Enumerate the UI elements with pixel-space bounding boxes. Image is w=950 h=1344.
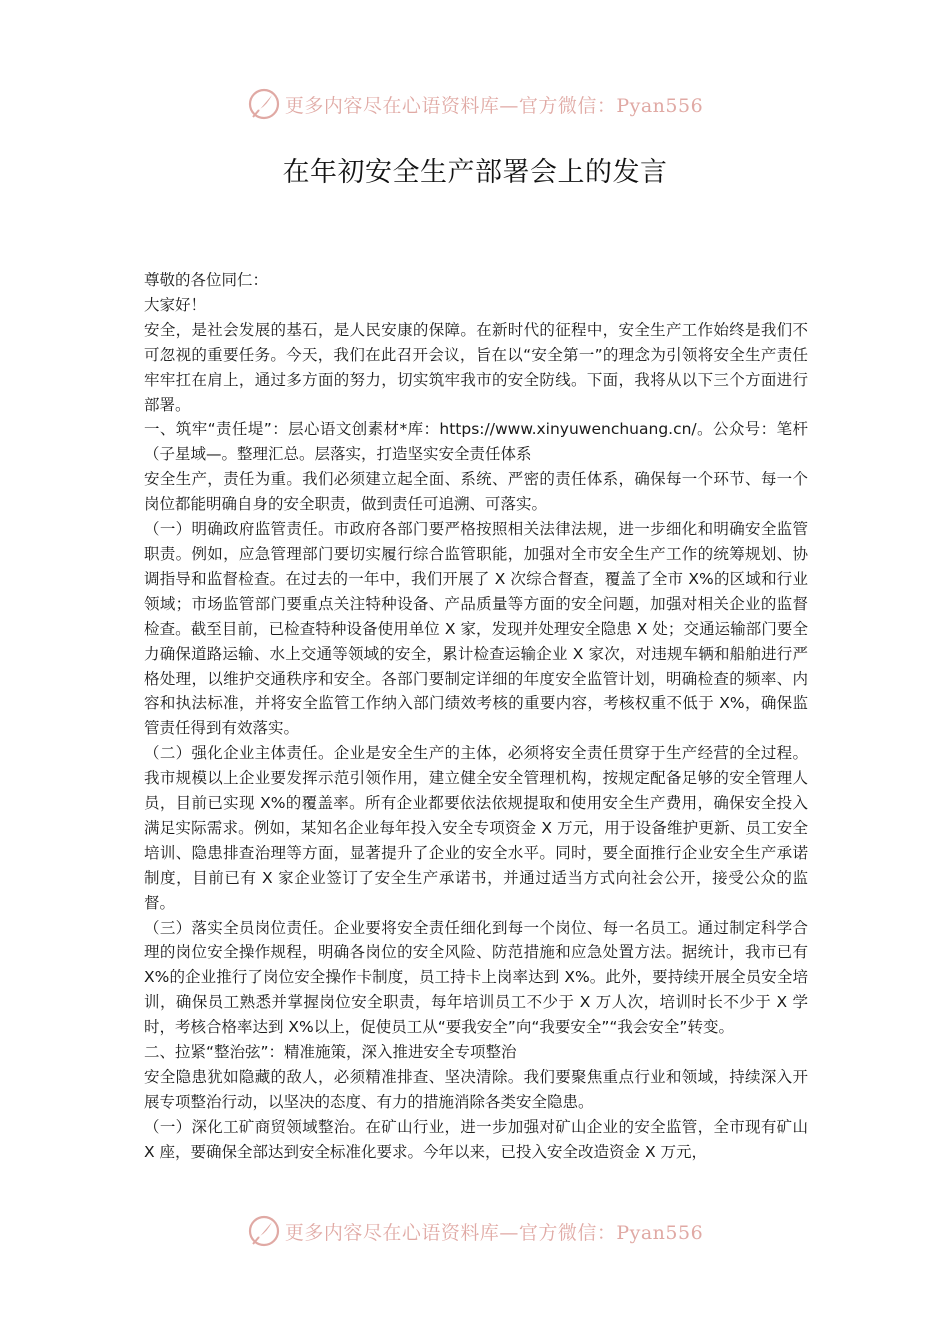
document-title: 在年初安全生产部署会上的发言	[282, 157, 668, 188]
section-1-item-1: （一）明确政府监管责任。市政府各部门要严格按照相关法律法规，进一步细化和明确安全监管职责。例如，应急管理部门要切实履行综合监管职能，加强对全市安全生产工作的统筹规划、协调指导和监督检查。在过去的一年中，我们开展了 X 次综合督查，覆盖了全市 X%的区域和行业领域；市场监管部门要重点关注特种设备、产品质量等方面的安全问题，加强对相关企业的监督检查。截至目前，已检查特种设备使用单位 X 家，发现并处理安全隐患 X 处；交通运输部门要全力确保道路运输、水上交通等领域的安全，累计检查运输企业 X 家次，对违规车辆和船舶进行严格处理，以维护交通秩序和安全。各部门要制定详细的年度安全监管计划，明确检查的频率、内容和执法标准，并将安全监管工作纳入部门绩效考核的重要内容，考核权重不低于 X%，确保监管责任得到有效落实。	[144, 520, 808, 738]
section-1-item-2: （二）强化企业主体责任。企业是安全生产的主体，必须将安全责任贯穿于生产经营的全过程。我市规模以上企业要发挥示范引领作用，建立健全安全管理机构，按规定配备足够的安全管理人员，目前已实现 X%的覆盖率。所有企业都要依法依规提取和使用安全生产费用，确保安全投入满足实际需求。例如，某知名企业每年投入安全专项资金 X 万元，用于设备维护更新、员工安全培训、隐患排查治理等方面，显著提升了企业的安全水平。同时，要全面推行企业安全生产承诺制度，目前已有 X 家企业签订了安全生产承诺书，并通过适当方式向社会公开，接受公众的监督。	[144, 744, 808, 912]
section-2-item-1: （一）深化工矿商贸领域整治。在矿山行业，进一步加强对矿山企业的安全监管，全市现有矿山 X 座，要确保全部达到安全标准化要求。今年以来，已投入安全改造资金 X 万元，	[144, 1117, 808, 1161]
watermark-text: 更多内容尽在心语资料库—官方微信：Pyan556	[284, 94, 704, 117]
greeting: 大家好！	[144, 295, 207, 314]
section-2-intro: 安全隐患犹如隐藏的敌人，必须精准排查、坚决清除。我们要聚焦重点行业和领域，持续深入开展专项整治行动，以坚决的态度、有力的措施消除各类安全隐患。	[144, 1068, 808, 1111]
feather-pen-icon	[247, 1214, 281, 1248]
watermark-text: 更多内容尽在心语资料库—官方微信：Pyan556	[284, 1221, 704, 1244]
intro-paragraph: 安全，是社会发展的基石，是人民安康的保障。在新时代的征程中，安全生产工作始终是我们不可忽视的重要任务。今天，我们在此召开会议，旨在以“安全第一”的理念为引领将安全生产责任牢牢扛在肩上，通过多方面的努力，切实筑牢我市的安全防线。下面，我将从以下三个方面进行部署。	[144, 320, 808, 414]
feather-pen-icon	[247, 87, 281, 121]
section-heading-2: 二、拉紧“整治弦”：精准施策，深入推进安全专项整治	[144, 1043, 517, 1062]
footer-watermark-banner	[0, 1211, 950, 1251]
header-watermark-banner	[0, 84, 950, 124]
document-body	[144, 268, 808, 1165]
section-1-intro: 安全生产，责任为重。我们必须建立起全面、系统、严密的责任体系，确保每一个环节、每一个岗位都能明确自身的安全职责，做到责任可追溯、可落实。	[144, 470, 808, 514]
section-heading-1: 一、筑牢“责任堤”：层心语文创素材*库：https://www.xinyuwenchuang.cn/。公众号：笔杆（子星域—。整理汇总。层落实，打造坚实安全责任体系	[144, 420, 808, 464]
section-1-item-3: （三）落实全员岗位责任。企业要将安全责任细化到每一个岗位、每一名员工。通过制定科学合理的岗位安全操作规程，明确各岗位的安全风险、防范措施和应急处置方法。据统计，我市已有 X%的企业推行了岗位安全操作卡制度，员工持卡上岗率达到 X%。此外，要持续开展全员安全培训，确保员工熟悉并掌握岗位安全职责，每年培训员工不少于 X 万人次，培训时长不少于 X 学时，考核合格率达到 X%以上，促使员工从“要我安全”向“我要安全”“我会安全”转变。	[144, 918, 808, 1037]
salutation: 尊敬的各位同仁：	[144, 271, 269, 289]
